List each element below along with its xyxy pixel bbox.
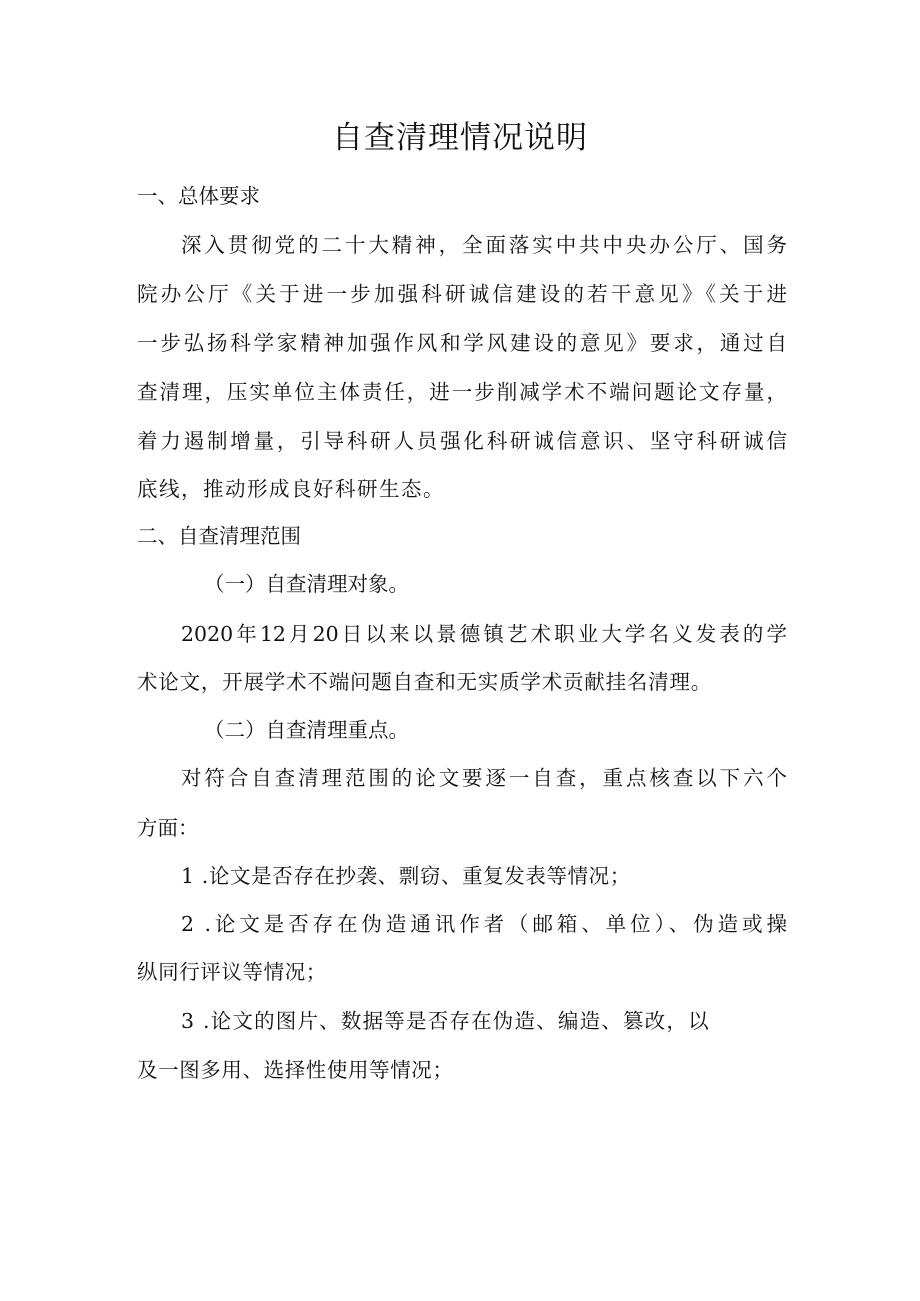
- paragraph-line: 2020年12月20日以来以景德镇艺术职业大学名义发表的学: [181, 622, 787, 646]
- subsection-2-heading: （二）自查清理重点。: [204, 718, 409, 742]
- subsection-1-heading: （一）自查清理对象。: [204, 572, 409, 596]
- paragraph-line: 一步弘扬科学家精神加强作风和学风建设的意见》要求，通过自: [137, 331, 787, 355]
- document-title: 自查清理情况说明: [332, 120, 588, 156]
- paragraph-line: 院办公厅《关于进一步加强科研诚信建设的若干意见》《关于进: [137, 282, 787, 306]
- paragraph-line: 深入贯彻党的二十大精神，全面落实中共中央办公厅、国务: [181, 233, 787, 257]
- paragraph-line: 着力遏制增量，引导科研人员强化科研诚信意识、坚守科研诚信: [137, 429, 787, 453]
- list-item: 3 .论文的图片、数据等是否存在伪造、编造、篡改，以: [181, 1009, 710, 1033]
- list-item-continuation: 及一图多用、选择性使用等情况；: [137, 1058, 454, 1082]
- section-2-heading: 二、自查清理范围: [137, 524, 301, 548]
- paragraph-line: 查清理，压实单位主体责任，进一步削减学术不端问题论文存量，: [137, 380, 787, 404]
- paragraph-line: 术论文，开展学术不端问题自查和无实质学术贡献挂名清理。: [137, 670, 713, 694]
- list-item: 2 .论文是否存在伪造通讯作者（邮箱、单位）、伪造或操: [181, 912, 787, 936]
- paragraph-line: 方面：: [137, 816, 199, 840]
- list-item: 1 .论文是否存在抄袭、剽窃、重复发表等情况；: [181, 864, 631, 888]
- paragraph-line: 底线，推动形成良好科研生态。: [137, 477, 445, 501]
- paragraph-line: 对符合自查清理范围的论文要逐一自查，重点核查以下六个: [181, 766, 787, 790]
- section-1-heading: 一、总体要求: [137, 184, 260, 208]
- list-item-continuation: 纵同行评议等情况；: [137, 960, 327, 984]
